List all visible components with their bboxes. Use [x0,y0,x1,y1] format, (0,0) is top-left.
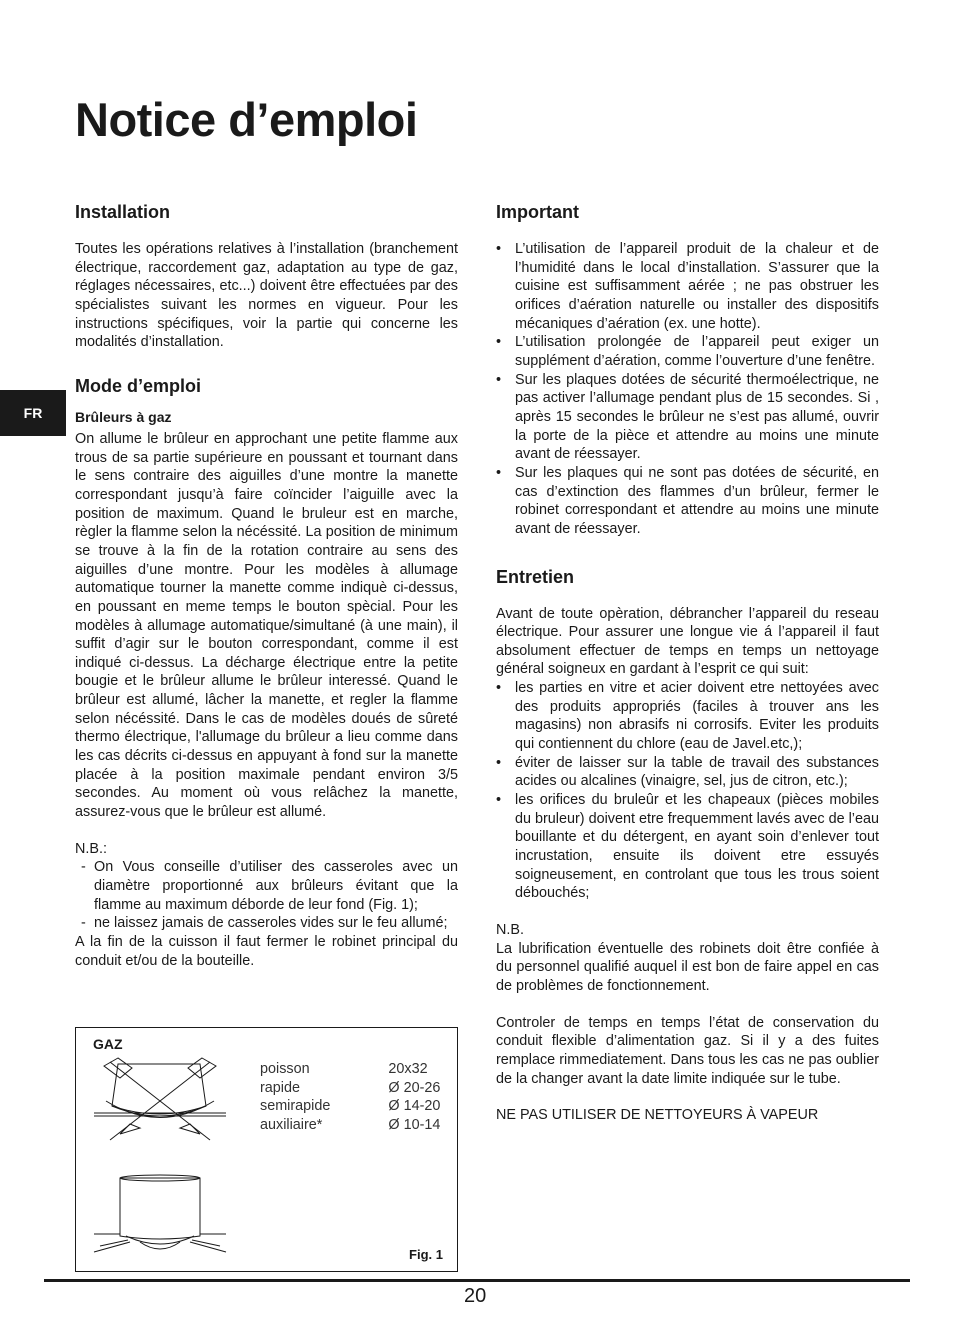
entretien-heading: Entretien [496,566,575,587]
important-item: • L’utilisation de l’appareil produit de la chaleur et de l’humidité dans le local d’installation. S’assurer que la cuisine est suffisamment aérée ; ne pas obstruer les orifices d’aération naturelle ou installer des dispositifs mécaniques d’aération (ex. une hotte). [496,240,879,333]
burner-name: semirapide [260,1098,331,1115]
burner-size: Ø 10-14 [388,1117,441,1134]
burner-row [260,1079,440,1098]
installation-heading: Installation [75,202,171,222]
entretien-intro: Avant de toute opèration, débrancher l’appareil du reseau électrique. Pour assurer une longue vie á l’appareil il faut absolument effectuer de temps en temps un nettoyage général soigneux en gardant à l’esprit ce qui suit: [496,605,879,678]
important-item: • Sur les plaques qui ne sont pas dotées de sécurité, en cas d’extinction des flammes d’un brûleur, fermer le robinet correspondant et attendre au moins une minute avant de réessayer. [496,464,879,539]
burner-size: 20x32 [388,1061,428,1077]
important-item: • L’utilisation prolongée de l’appareil peut exiger un supplément d’aération, comme l’ouverture d’une fenêtre. [496,333,879,370]
controle-text: Controler de temps en temps l’état de conservation du conduit flexible d’alimentation gaz. Si il y a des fuites remplace rimmediatement. Dans tous les cas ne pas oublier de la changer avant la date limite indiquée sur le tube. [496,1014,879,1087]
footer-rule [44,1279,910,1282]
language-tab: FR [0,390,66,436]
burner-row [260,1060,440,1079]
burner-row [260,1116,440,1135]
entretien-list [496,679,879,903]
gaz-label: GAZ [93,1036,123,1052]
nb-label: N.B.: [75,840,107,857]
page-title: Notice d’emploi [75,93,418,146]
wrong-pot-drawing [94,1058,226,1140]
lubrification-text: La lubrification éventuelle des robinets doit être confiée à du personnel qualifié auquel il est bon de faire appel en cas de problèmes de fonctionnement. [496,940,879,994]
right-column [496,200,879,1125]
burner-figure [75,1027,458,1272]
left-column [75,200,458,970]
nb-item: - On Vous conseille d’utiliser des casseroles avec un diamètre proportionné aux brûleurs évitant que la flamme au maximum déborde de leur fond (Fig. 1); [75,858,458,914]
nb-item: - ne laissez jamais de casseroles vides sur le feu allumé; [75,914,458,933]
important-list [496,240,879,539]
closing-text: A la fin de la cuisson il faut fermer le robinet principal du conduit et/ou de la bouteille. [75,934,458,969]
entretien-item: • les parties en vitre et acier doivent etre nettoyées avec des produits appropriés (faciles à trouver ans les magasins) non abrasifs ni corrosifs. Eviter les produits qui contiennent du chlore (eau de Javel.etc,); [496,679,879,754]
important-item: • Sur les plaques dotées de sécurité thermoélectrique, ne pas activer l’allumage pendant plus de 15 secondes. Si , après 15 secondes le brûleur ne s’est pas allumé, ouvrir la porte de la pièce et attendre au moins une minute avant de réessayer. [496,371,879,464]
installation-text: Toutes les opérations relatives à l’installation (branchement électrique, raccordement gaz, adaptation au type de gaz, réglages nécessaires, etc...) doivent être effectuées par des spécialistes suivant les normes en vigueur. Pour les instructions spécifiques, voir la partie qui concerne les modalités d’installation. [75,241,458,351]
figure-caption: Fig. 1 [409,1247,443,1262]
burner-name: auxiliaire* [260,1117,323,1134]
pot-diagram [90,1056,230,1261]
bruleurs-text: On allume le brûleur en approchant une petite flamme aux trous de sa partie supérieure en poussant et tournant dans le sens contraire des aiguilles d’une montre la manette correspondant jusqu’à faire coïncider l’aiguille avec la position de maximum. Quand le bruleur est en marche, règler la flamme selon la nécéssité. La position de minimum se trouve à la fin de la rotation contraire au sens des aiguilles d’une montre. Pour les modèles à allumage automatique tourner la manette comme indiquè ci-dessus, en poussant en meme temps le bouton spècial. Pour les modèles à allumage automatique/simultané (à une main), il suffit d’agir sur le bouton correspondant, comme il est indiqué ci-dessus. La décharge électrique entre la petite bougie et le brûleur allume le brûleur interessé. Quand le brûleur est allumé, lâcher la manette, et regler la flamme selon nécéssité. Dans le cas de modèles doués de sûreté thermo électrique, l'allumage du brûleur a lieu comme dans les cas décrits ci-dessus en appuyant à fond sur la manette placée à la position maximale pendant environ 3/5 secondes. Au moment où vous relâchez la manette, assurez-vous que le brûleur est allumé. [75,430,458,821]
burner-row [260,1097,440,1116]
burner-size: Ø 14-20 [388,1098,441,1115]
important-heading: Important [496,202,579,222]
nb-list [75,858,458,933]
burner-size: Ø 20-26 [388,1079,441,1096]
bruleurs-subheading: Brûleurs à gaz [75,408,172,425]
vapeur-warning: NE PAS UTILISER DE NETTOYEURS À VAPEUR [496,1107,819,1124]
burner-name: rapide [260,1079,301,1096]
entretien-item: • éviter de laisser sur la table de travail des substances acides ou alcalines (vinaigre, sel, jus de citron, etc.); [496,754,879,791]
burner-name: poisson [260,1061,310,1077]
nb-label-right: N.B. [496,922,524,938]
page-number: 20 [464,1285,487,1307]
mode-emploi-heading: Mode d’emploi [75,375,201,396]
correct-pot-drawing [94,1175,226,1252]
entretien-item: • les orifices du bruleûr et les chapeaux (pièces mobiles du bruleur) doivent etre frequemment lavés avec de l’eau bouillante et du détergent, en ayant soin d’enlever tout incrustation, ensuite ils doivent etre essuyés soigneusement, en controlant que tous les trous soient débouchés; [496,791,879,903]
burner-size-table [260,1060,440,1135]
